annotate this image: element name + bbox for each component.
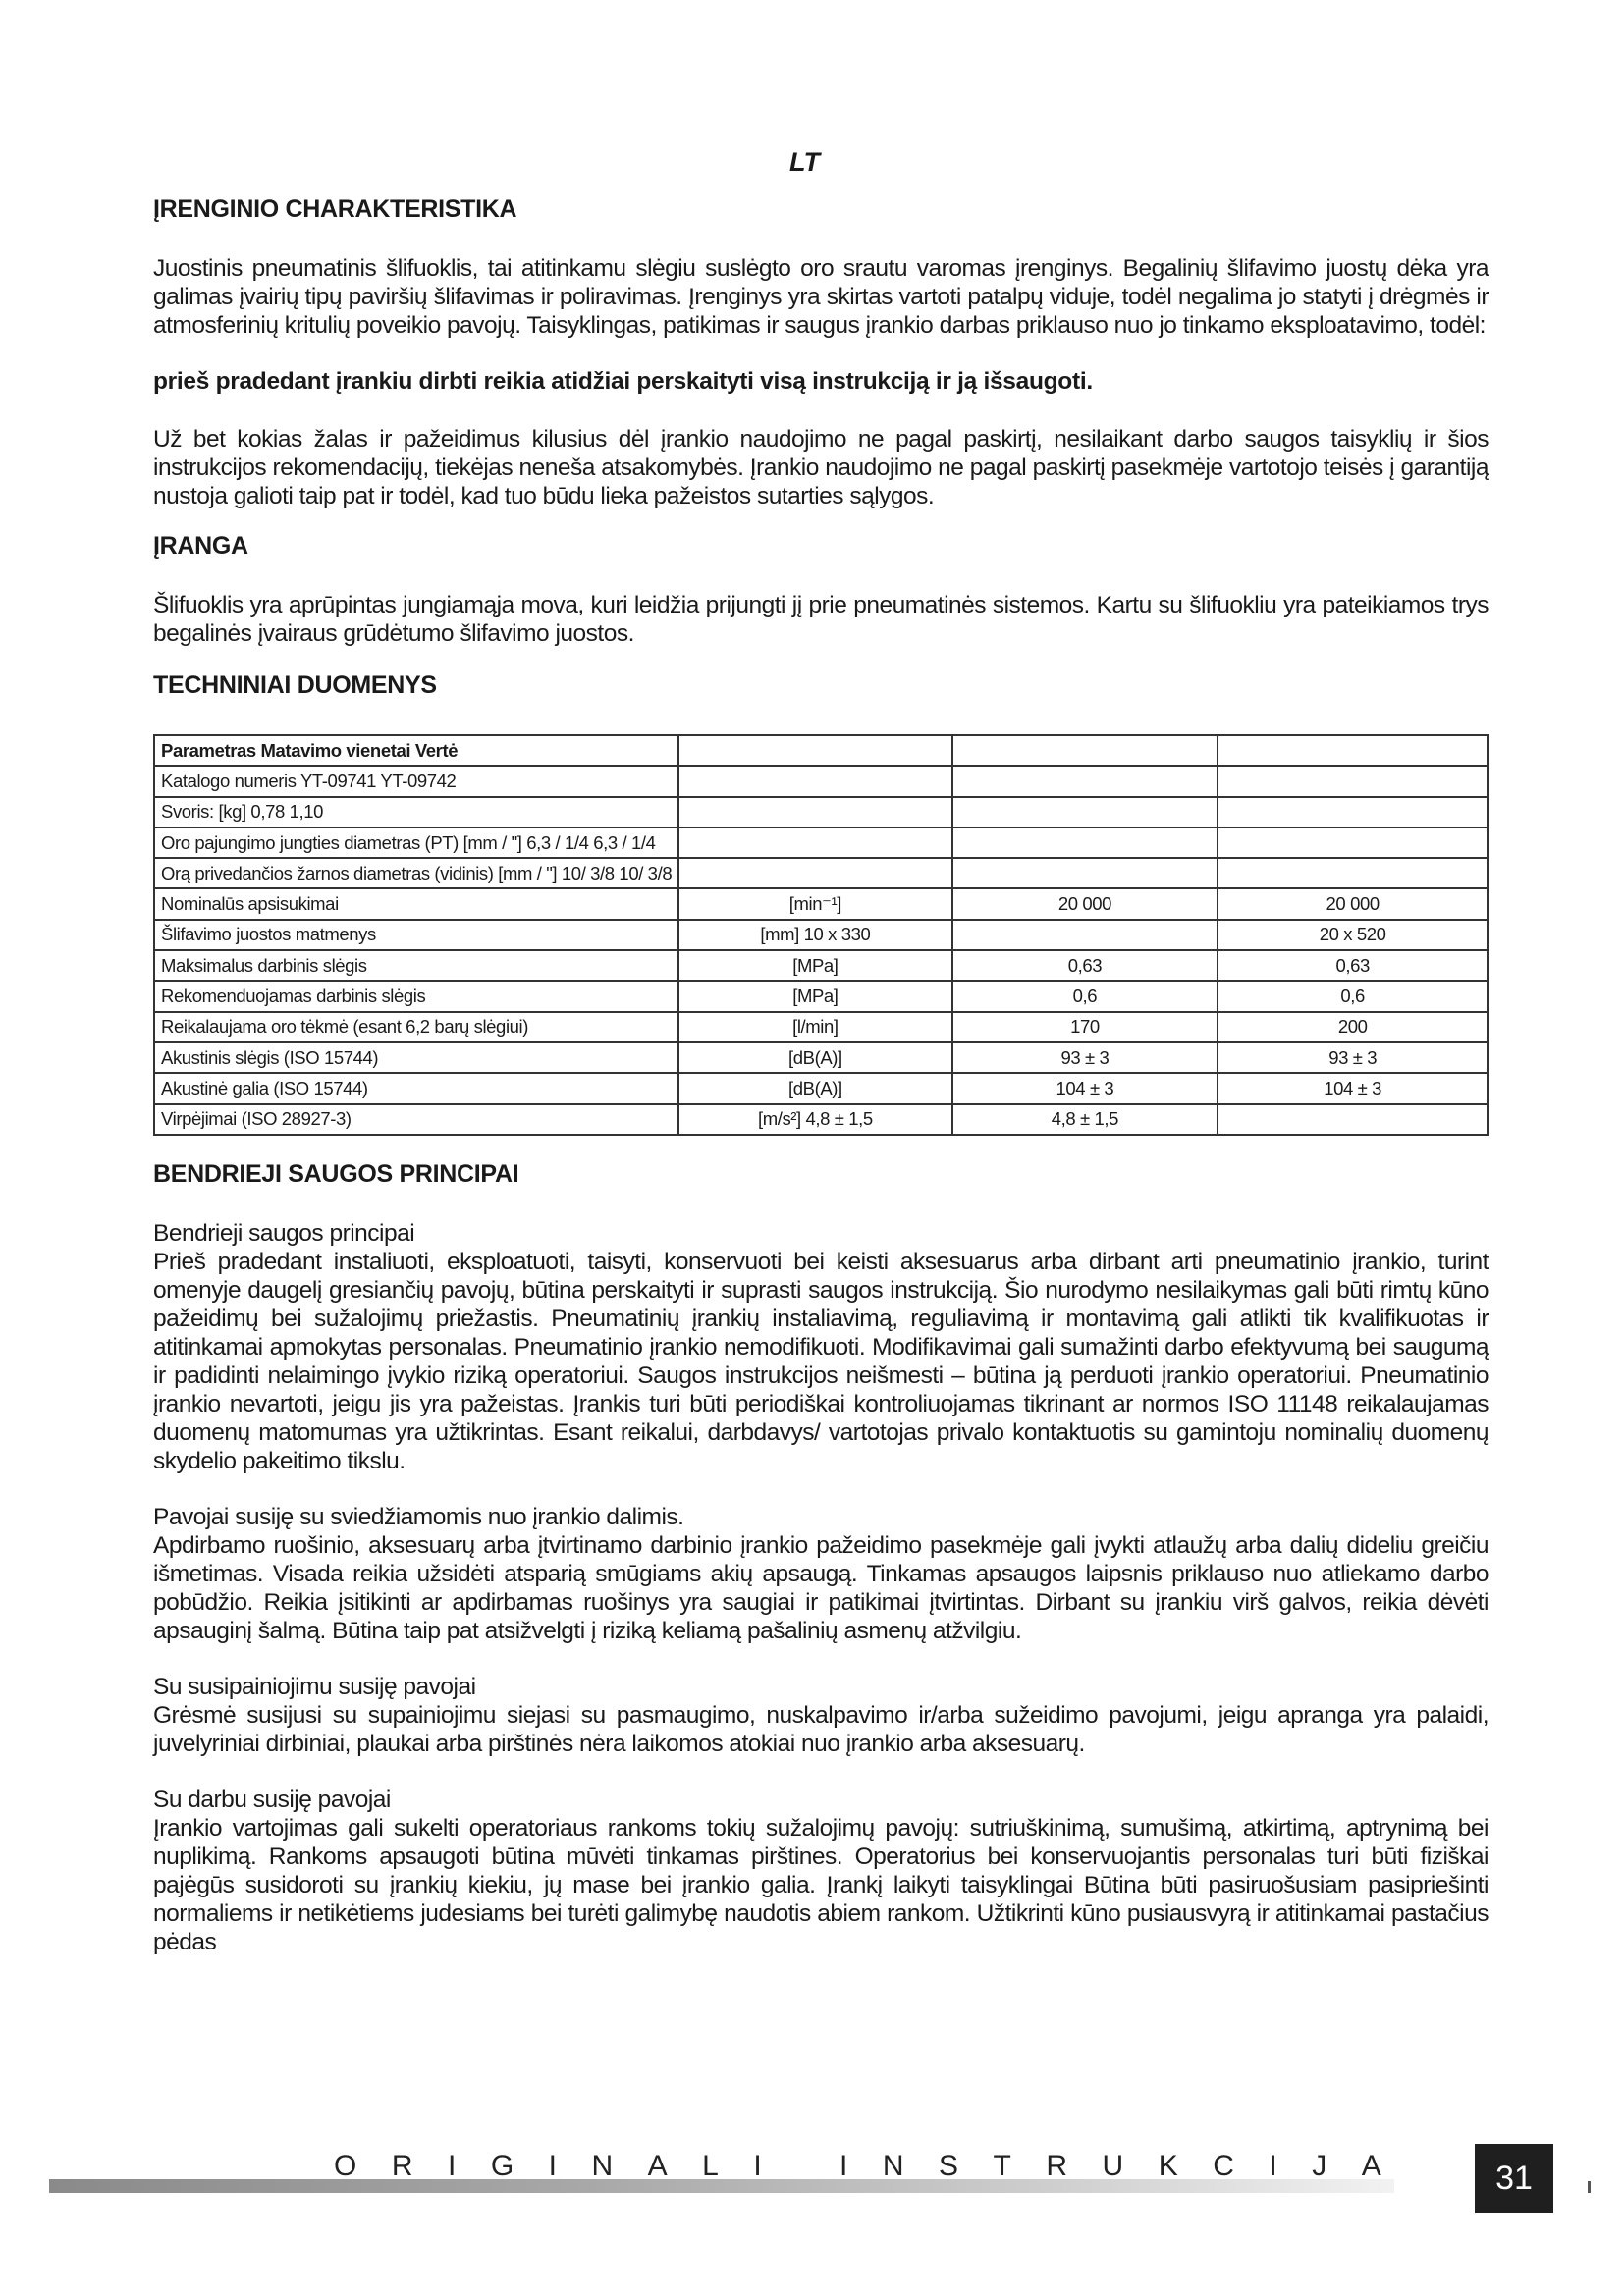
table-row [154, 888, 1488, 919]
unit-cell: [MPa] [678, 950, 951, 981]
footer-title: ORIGINALI INSTRUKCIJA [334, 2150, 1417, 2182]
table-row [154, 1073, 1488, 1103]
table-row [154, 950, 1488, 981]
weight-cell: Svoris: [kg] 0,78 1,10 [154, 797, 678, 828]
safety-operation-body: Įrankio vartojimas gali sukelti operatoriaus rankoms tokių sužalojimų pavojų: sutriuškinimą, sumušimą, atkirtimą, aptrynimą bei nuplikimą. Rankoms apsaugoti būtina mūvėti tinkamas pirštines. Operatorius bei konservuojantis personalas turi būti fiziškai pajėgūs susidoroti su įrankių kiekiu, jų mase bei įrankio galia. Įrankį laikyti taisyklingai Būtina būti pasiruošusiam pasipriešinti normaliems ir netikėtiems judesiams bei turėti galimybę naudotis abiem rankom. Užtikrinti kūno pusiausvyrą ir atitinkamai pastačius pėdas [153, 1814, 1489, 1955]
page-content [153, 187, 1489, 1956]
equipment-paragraph: Šlifuoklis yra aprūpintas jungiamąja mova, kuri leidžia prijungti jį prie pneumatinės sistemos. Kartu su šlifuokliu yra pateikiamos trys begalinės įvairaus grūdėtumo šlifavimo juostos. [153, 592, 1489, 647]
value-cell: 20 000 [1218, 888, 1488, 919]
inlet-diameter-cell: Oro pajungimo jungties diametras (PT) [mm / "] 6,3 / 1/4 6,3 / 1/4 [161, 831, 656, 853]
param-cell: Nominalūs apsisukimai [154, 888, 678, 919]
hose-diameter-cell: Orą privedančios žarnos diametras (vidinis) [mm / "] 10/ 3/8 10/ 3/8 [161, 862, 673, 883]
safety-projectiles-body: Apdirbamo ruošinio, aksesuarų arba įtvirtinamo darbinio įrankio pažeidimo pasekmėje gali įvykti atlaužų arba dalių dideliu greičiu išmetimas. Visada reikia užsidėti atsparią smūgiams akių apsaugą. Tinkamas apsaugos laipsnis priklauso nuo atliekamo darbo pobūdžio. Reikia įsitikinti ar apdirbamas ruošinys yra saugiai ir patikimai įtvirtintas. Dirbant su įrankiu virš galvos, reikia dėvėti apsauginį šalmą. Būtina taip pat atsižvelgti į riziką keliamą pašalinių asmenų atžvilgiu. [153, 1531, 1489, 1644]
section-title-equipment: ĮRANGA [153, 532, 248, 560]
value-cell: 93 ± 3 [1218, 1042, 1488, 1073]
page-edge-mark [1588, 2181, 1591, 2193]
section-title-characteristics: ĮRENGINIO CHARAKTERISTIKA [153, 195, 517, 223]
value-cell: 0,63 [1218, 950, 1488, 981]
safety-subtitle-projectiles: Pavojai susiję su sviedžiamomis nuo įrankio dalimis. [153, 1503, 684, 1530]
value-cell: 4,8 ± 1,5 [952, 1104, 1218, 1135]
value-cell: 0,63 [952, 950, 1218, 981]
param-cell: Virpėjimai (ISO 28927-3) [154, 1104, 678, 1135]
param-cell: Šlifavimo juostos matmenys [154, 920, 678, 950]
section-title-safety: BENDRIEJI SAUGOS PRINCIPAI [153, 1159, 519, 1188]
page-number: 31 [1475, 2144, 1553, 2213]
characteristics-warning: prieš pradedant įrankiu dirbti reikia atidžiai perskaityti visą instrukciją ir ją išsaugoti. [153, 368, 1093, 395]
value-cell [1218, 1104, 1488, 1135]
value-cell: 93 ± 3 [952, 1042, 1218, 1073]
param-cell: Maksimalus darbinis slėgis [154, 950, 678, 981]
value-cell: 0,6 [952, 981, 1218, 1011]
table-row [154, 1042, 1488, 1073]
characteristics-paragraph-3: Už bet kokias žalas ir pažeidimus kilusius dėl įrankio naudojimo ne pagal paskirtį, nesilaikant darbo saugos taisyklių ir šios instrukcijos rekomendacijų, tiekėjas neneša atsakomybės. Įrankio naudojimo ne pagal paskirtį pasekmėje vartotojo teisės į garantiją nustoja galioti taip pat ir todėl, kad tuo būdu lieka pažeistos sutarties sąlygos. [153, 426, 1489, 509]
table-row [154, 766, 1488, 796]
table-row [154, 981, 1488, 1011]
value-cell: 200 [1218, 1012, 1488, 1042]
table-row [154, 1104, 1488, 1135]
unit-cell: [l/min] [678, 1012, 951, 1042]
table-row [154, 828, 1488, 858]
table-header-cell: Parametras Matavimo vienetai Vertė [154, 735, 678, 766]
table-row [154, 920, 1488, 950]
safety-general-body: Prieš pradedant instaliuoti, eksploatuoti, taisyti, konservuoti bei keisti aksesuarus arba dirbant arti pneumatinio įrankio, turint omenyje daugelį gresiančių pavojų, būtina perskaityti ir suprasti saugos instrukciją. Šio nurodymo nesilaikymas gali būti rimtų kūno pažeidimų bei sužalojimų priežastis. Pneumatinių įrankių instaliavimą, reguliavimą ir montavimą gali atlikti tik kvalifikuotas ir atitinkamai apmokytas personalas. Pneumatinio įrankio nemodifikuoti. Modifikavimai gali sumažinti darbo efektyvumą bei saugumą ir padidinti nelaimingo įvykio riziką operatoriui. Saugos instrukcijos neišmesti – būtina ją perduoti įrankio operatoriui. Pneumatinio įrankio nevartoti, jeigu jis yra pažeistas. Įrankis turi būti periodiškai kontroliuojamas tikrinant ar normos ISO 11148 reikalaujamas duomenų matomumas yra užtikrintas. Esant reikalui, darbdavys/ vartotojas privalo kontaktuotis su gamintoju nominalių duomenų skydelio pakeitimo tikslu. [153, 1248, 1489, 1474]
param-cell: Reikalaujama oro tėkmė (esant 6,2 barų slėgiui) [154, 1012, 678, 1042]
characteristics-paragraph-1: Juostinis pneumatinis šlifuoklis, tai atitinkamu slėgiu suslėgto oro srautu varomas įrenginys. Begalinių šlifavimo juostų dėka yra galimas įvairių tipų paviršių šlifavimas ir poliravimas. Įrenginys yra skirtas vartoti patalpų viduje, todėl negalima jo statyti į drėgmės ir atmosferinių kritulių poveikio pavojų. Taisyklingas, patikimas ir saugus įrankio darbas priklauso nuo jo tinkamo eksploatavimo, todėl: [153, 255, 1489, 339]
table-row [154, 797, 1488, 828]
table-row [154, 858, 1488, 888]
unit-cell: [min⁻¹] [678, 888, 951, 919]
value-cell: 0,6 [1218, 981, 1488, 1011]
value-cell: 170 [952, 1012, 1218, 1042]
table-row [154, 1012, 1488, 1042]
unit-cell: [dB(A)] [678, 1073, 951, 1103]
value-cell: 104 ± 3 [952, 1073, 1218, 1103]
safety-subtitle-general: Bendrieji saugos principai [153, 1219, 415, 1247]
param-cell: Rekomenduojamas darbinis slėgis [154, 981, 678, 1011]
value-cell [952, 920, 1218, 950]
value-cell: 104 ± 3 [1218, 1073, 1488, 1103]
unit-cell: [dB(A)] [678, 1042, 951, 1073]
unit-cell: [m/s²] 4,8 ± 1,5 [678, 1104, 951, 1135]
safety-entanglement-body: Grėsmė susijusi su supainiojimu siejasi su pasmaugimo, nuskalpavimo ir/arba sužeidimo pavojumi, jeigu apranga yra palaidi, juvelyriniai dirbiniai, plaukai arba pirštinės nėra laikomos atokiai nuo įrankio arba aksesuarų. [153, 1701, 1489, 1757]
unit-cell: [MPa] [678, 981, 951, 1011]
value-cell: 20 x 520 [1218, 920, 1488, 950]
section-title-technical: TECHNINIAI DUOMENYS [153, 671, 437, 699]
catalog-cell: Katalogo numeris YT-09741 YT-09742 [154, 766, 678, 796]
language-code: LT [789, 147, 820, 177]
table-row [154, 735, 1488, 766]
param-cell: Akustinė galia (ISO 15744) [154, 1073, 678, 1103]
param-cell: Akustinis slėgis (ISO 15744) [154, 1042, 678, 1073]
unit-cell: [mm] 10 x 330 [678, 920, 951, 950]
value-cell: 20 000 [952, 888, 1218, 919]
technical-data-table [153, 734, 1489, 1136]
safety-subtitle-operation: Su darbu susiję pavojai [153, 1786, 391, 1813]
safety-subtitle-entanglement: Su susipainiojimu susiję pavojai [153, 1673, 476, 1700]
